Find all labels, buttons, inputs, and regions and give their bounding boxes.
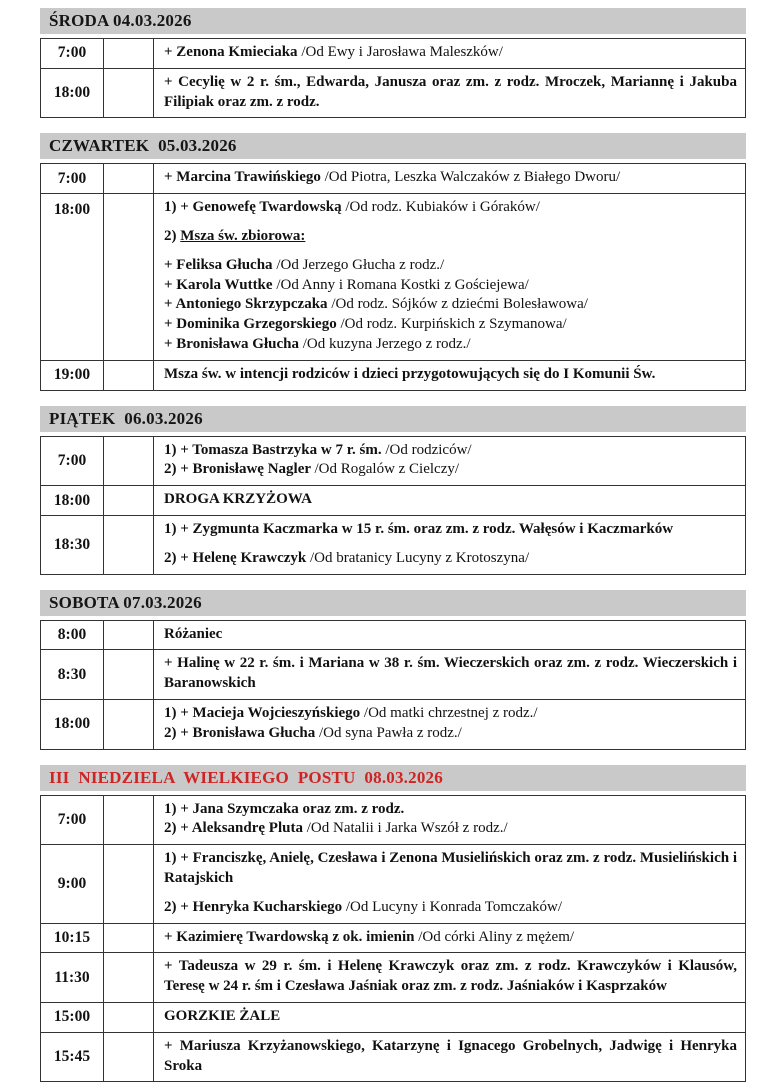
intention-line — [164, 724, 737, 744]
empty-cell — [104, 486, 154, 516]
intention-text-segment: Msza św. zbiorowa: — [180, 227, 306, 244]
intention-text-segment: /Od Lucyny i Konrada Tomczaków/ — [345, 898, 563, 915]
schedule-table-body — [41, 39, 746, 118]
intention-text-segment: /Od kuzyna Jerzego z rodz./ — [302, 335, 471, 352]
intention-text-segment: /Od córki Aliny z mężem/ — [418, 928, 575, 945]
intention-text-segment: + Antoniego Skrzypczaka — [164, 296, 332, 313]
empty-cell — [104, 699, 154, 749]
table-row — [41, 68, 746, 118]
empty-cell — [104, 39, 154, 69]
intention-line — [164, 520, 737, 540]
time-cell: 7:00 — [41, 39, 104, 69]
day-section — [40, 765, 746, 1083]
intention-paragraph — [164, 490, 737, 510]
intention-text-segment: 1) + Franciszkę, Anielę, Czesława i Zenona Musielińskich oraz zm. z rodz. Musielińskich i Ratajskich — [164, 850, 737, 886]
intention-cell — [154, 68, 746, 118]
intention-line — [164, 43, 737, 63]
time-cell: 7:00 — [41, 795, 104, 845]
time-cell: 7:00 — [41, 436, 104, 486]
empty-cell — [104, 436, 154, 486]
intention-text-segment: /Od matki chrzestnej z rodz./ — [363, 704, 538, 721]
intention-line — [164, 315, 737, 335]
table-row — [41, 164, 746, 194]
intention-text-segment: /Od rodz. Kubiaków i Góraków/ — [345, 199, 540, 216]
intention-line — [164, 654, 737, 694]
intention-paragraph — [164, 1037, 737, 1077]
day-section — [40, 8, 746, 118]
intention-paragraph — [164, 256, 737, 355]
intention-text-segment: /Od Anny i Romana Kostki z Gościejewa/ — [276, 276, 529, 293]
intention-text-segment: GORZKIE ŻALE — [164, 1007, 281, 1024]
intention-text-segment: 2) + Bronisławę Nagler — [164, 461, 315, 478]
table-row — [41, 360, 746, 390]
time-cell: 15:00 — [41, 1002, 104, 1032]
intention-line — [164, 928, 737, 948]
intention-text-segment: Msza św. w intencji rodziców i dzieci przygotowujących się do I Komunii Św. — [164, 365, 656, 382]
intention-text-segment: 1) + Macieja Wojcieszyńskiego — [164, 704, 364, 721]
intention-line — [164, 276, 737, 296]
table-row — [41, 39, 746, 69]
schedule-table — [40, 436, 746, 575]
table-row — [41, 1032, 746, 1082]
intention-line — [164, 549, 737, 569]
day-section — [40, 133, 746, 390]
intention-line — [164, 704, 737, 724]
intention-text-segment: + Tadeusza w 29 r. śm. i Helenę Krawczyk oraz zm. z rodz. Krawczyków i Klausów, Teresę w 24 r. śm i Czesława Jaśniak oraz zm. z rodz. Jaśniaków i Kasprzaków — [164, 958, 737, 995]
intention-text-segment: + Halinę w 22 r. śm. i Mariana w 38 r. śm. Wieczerskich oraz zm. z rodz. Wieczerskich i Baranowskich — [164, 655, 737, 692]
intention-paragraph — [164, 549, 737, 569]
intention-cell — [154, 360, 746, 390]
intention-line — [164, 295, 737, 315]
day-title: CZWARTEK 05.03.2026 — [49, 136, 237, 156]
day-section — [40, 406, 746, 575]
schedule-table — [40, 620, 746, 750]
schedule-table-body — [41, 164, 746, 390]
time-cell: 19:00 — [41, 360, 104, 390]
intention-text-segment: 1) + Zygmunta Kaczmarka w 15 r. śm. oraz zm. z rodz. Wałęsów i Kaczmarków — [164, 520, 674, 537]
day-section — [40, 590, 746, 750]
schedule-table-body — [41, 436, 746, 574]
intention-text-segment: DROGA KRZYŻOWA — [164, 491, 312, 508]
time-cell: 10:15 — [41, 923, 104, 953]
table-row — [41, 620, 746, 650]
intention-line — [164, 73, 737, 113]
empty-cell — [104, 1032, 154, 1082]
day-title: ŚRODA 04.03.2026 — [49, 11, 192, 30]
intention-text-segment: 2) + Bronisława Głucha — [164, 724, 319, 741]
intention-paragraph — [164, 168, 737, 188]
intention-paragraph — [164, 704, 737, 744]
intention-text-segment: /Od rodz. Sójków z dziećmi Bolesławowa/ — [331, 296, 588, 313]
intention-paragraph — [164, 227, 737, 247]
intention-line — [164, 849, 737, 889]
table-row — [41, 436, 746, 486]
empty-cell — [104, 360, 154, 390]
time-cell: 18:00 — [41, 699, 104, 749]
empty-cell — [104, 164, 154, 194]
empty-cell — [104, 923, 154, 953]
intention-cell — [154, 845, 746, 923]
intention-cell — [154, 1002, 746, 1032]
empty-cell — [104, 194, 154, 361]
day-title: SOBOTA 07.03.2026 — [49, 592, 202, 612]
intention-text-segment: 1) + Jana Szymczaka oraz zm. z rodz. — [164, 800, 405, 817]
empty-cell — [104, 515, 154, 574]
table-row — [41, 486, 746, 516]
intention-text-segment: + Karola Wuttke — [164, 276, 277, 293]
intention-text-segment: /Od bratanicy Lucyny z Krotoszyna/ — [310, 549, 530, 566]
empty-cell — [104, 1002, 154, 1032]
time-cell: 7:00 — [41, 164, 104, 194]
intention-paragraph — [164, 800, 737, 840]
schedule-table — [40, 163, 746, 390]
empty-cell — [104, 845, 154, 923]
intention-text-segment: + Mariusza Krzyżanowskiego, Katarzynę i Ignacego Grobelnych, Jadwigę i Henryka Sroka — [164, 1037, 737, 1074]
time-cell: 9:00 — [41, 845, 104, 923]
intention-text-segment: /Od rodz. Kurpińskich z Szymanowa/ — [340, 316, 567, 333]
table-row — [41, 845, 746, 923]
intention-cell — [154, 1032, 746, 1082]
intention-line — [164, 441, 737, 461]
table-row — [41, 923, 746, 953]
intention-cell — [154, 194, 746, 361]
intention-text-segment: 2) + Aleksandrę Pluta — [164, 820, 307, 837]
day-header — [40, 8, 746, 34]
schedule-table-body — [41, 795, 746, 1082]
intention-cell — [154, 436, 746, 486]
empty-cell — [104, 953, 154, 1003]
intention-line — [164, 198, 737, 218]
schedule-table — [40, 38, 746, 118]
intention-paragraph — [164, 654, 737, 694]
intention-paragraph — [164, 625, 737, 645]
intention-text-segment: + Marcina Trawińskiego — [164, 169, 325, 186]
intention-line — [164, 365, 737, 385]
intention-cell — [154, 39, 746, 69]
intention-line — [164, 1037, 737, 1077]
empty-cell — [104, 620, 154, 650]
intention-paragraph — [164, 520, 737, 540]
intention-text-segment: /Od Ewy i Jarosława Maleszków/ — [301, 44, 503, 60]
intention-text-segment: 2) — [164, 227, 181, 244]
intention-line — [164, 460, 737, 480]
time-cell: 18:30 — [41, 515, 104, 574]
intention-cell — [154, 795, 746, 845]
intention-text-segment: 1) + Tomasza Bastrzyka w 7 r. śm. — [164, 441, 386, 458]
table-row — [41, 953, 746, 1003]
table-row — [41, 699, 746, 749]
time-cell: 11:30 — [41, 953, 104, 1003]
table-row — [41, 650, 746, 700]
empty-cell — [104, 68, 154, 118]
schedule-table-body — [41, 620, 746, 749]
intention-text-segment: 1) + Genowefę Twardowską — [164, 199, 346, 216]
intention-text-segment: + Kazimierę Twardowską z ok. imienin — [164, 928, 419, 945]
day-header — [40, 765, 746, 791]
empty-cell — [104, 795, 154, 845]
intention-text-segment: + Zenona Kmieciaka — [164, 44, 302, 60]
intention-line — [164, 227, 737, 247]
intention-cell — [154, 486, 746, 516]
table-row — [41, 515, 746, 574]
time-cell: 18:00 — [41, 486, 104, 516]
empty-cell — [104, 650, 154, 700]
intention-cell — [154, 953, 746, 1003]
intention-paragraph — [164, 441, 737, 481]
intention-paragraph — [164, 43, 737, 63]
intention-paragraph — [164, 365, 737, 385]
intention-text-segment: /Od syna Pawła z rodz./ — [318, 724, 462, 741]
intention-paragraph — [164, 928, 737, 948]
intention-cell — [154, 699, 746, 749]
time-cell: 18:00 — [41, 194, 104, 361]
intention-cell — [154, 923, 746, 953]
intention-text-segment: /Od Rogalów z Cielczy/ — [314, 461, 460, 478]
day-title: III NIEDZIELA WIELKIEGO POSTU 08.03.2026 — [49, 767, 443, 787]
intention-text-segment: /Od rodziców/ — [385, 441, 472, 458]
time-cell: 15:45 — [41, 1032, 104, 1082]
table-row — [41, 795, 746, 845]
intention-line — [164, 490, 737, 510]
table-row — [41, 1002, 746, 1032]
intention-text-segment: /Od Piotra, Leszka Walczaków z Białego Dworu/ — [324, 169, 621, 186]
intention-line — [164, 957, 737, 997]
intention-paragraph — [164, 898, 737, 918]
intention-line — [164, 800, 737, 820]
intention-paragraph — [164, 198, 737, 218]
intention-text-segment: + Cecylię w 2 r. śm., Edwarda, Janusza oraz zm. z rodz. Mroczek, Mariannę i Jakuba Filipiak oraz zm. z rodz. — [164, 73, 737, 110]
intention-line — [164, 898, 737, 918]
intention-line — [164, 335, 737, 355]
time-cell: 8:00 — [41, 620, 104, 650]
day-header — [40, 133, 746, 159]
intention-line — [164, 168, 737, 188]
day-title: PIĄTEK 06.03.2026 — [49, 408, 203, 428]
intention-text-segment: + Bronisława Głucha — [164, 335, 303, 352]
intention-cell — [154, 620, 746, 650]
intention-paragraph — [164, 849, 737, 889]
intention-paragraph — [164, 73, 737, 113]
table-row — [41, 194, 746, 361]
intention-text-segment: 2) + Helenę Krawczyk — [164, 549, 311, 566]
intention-cell — [154, 650, 746, 700]
intention-line — [164, 819, 737, 839]
intention-text-segment: /Od Jerzego Głucha z rodz./ — [276, 256, 445, 273]
day-header — [40, 590, 746, 616]
time-cell: 8:30 — [41, 650, 104, 700]
intention-text-segment: + Dominika Grzegorskiego — [164, 316, 341, 333]
time-cell: 18:00 — [41, 68, 104, 118]
intention-cell — [154, 515, 746, 574]
schedule-table — [40, 795, 746, 1083]
intention-text-segment: Różaniec — [164, 625, 223, 642]
day-header — [40, 406, 746, 432]
intention-paragraph — [164, 957, 737, 997]
intention-line — [164, 625, 737, 645]
intention-text-segment: + Feliksa Głucha — [164, 256, 277, 273]
intention-cell — [154, 164, 746, 194]
intention-text-segment: 2) + Henryka Kucharskiego — [164, 898, 346, 915]
intention-text-segment: /Od Natalii i Jarka Wszół z rodz./ — [306, 820, 508, 837]
intention-line — [164, 256, 737, 276]
